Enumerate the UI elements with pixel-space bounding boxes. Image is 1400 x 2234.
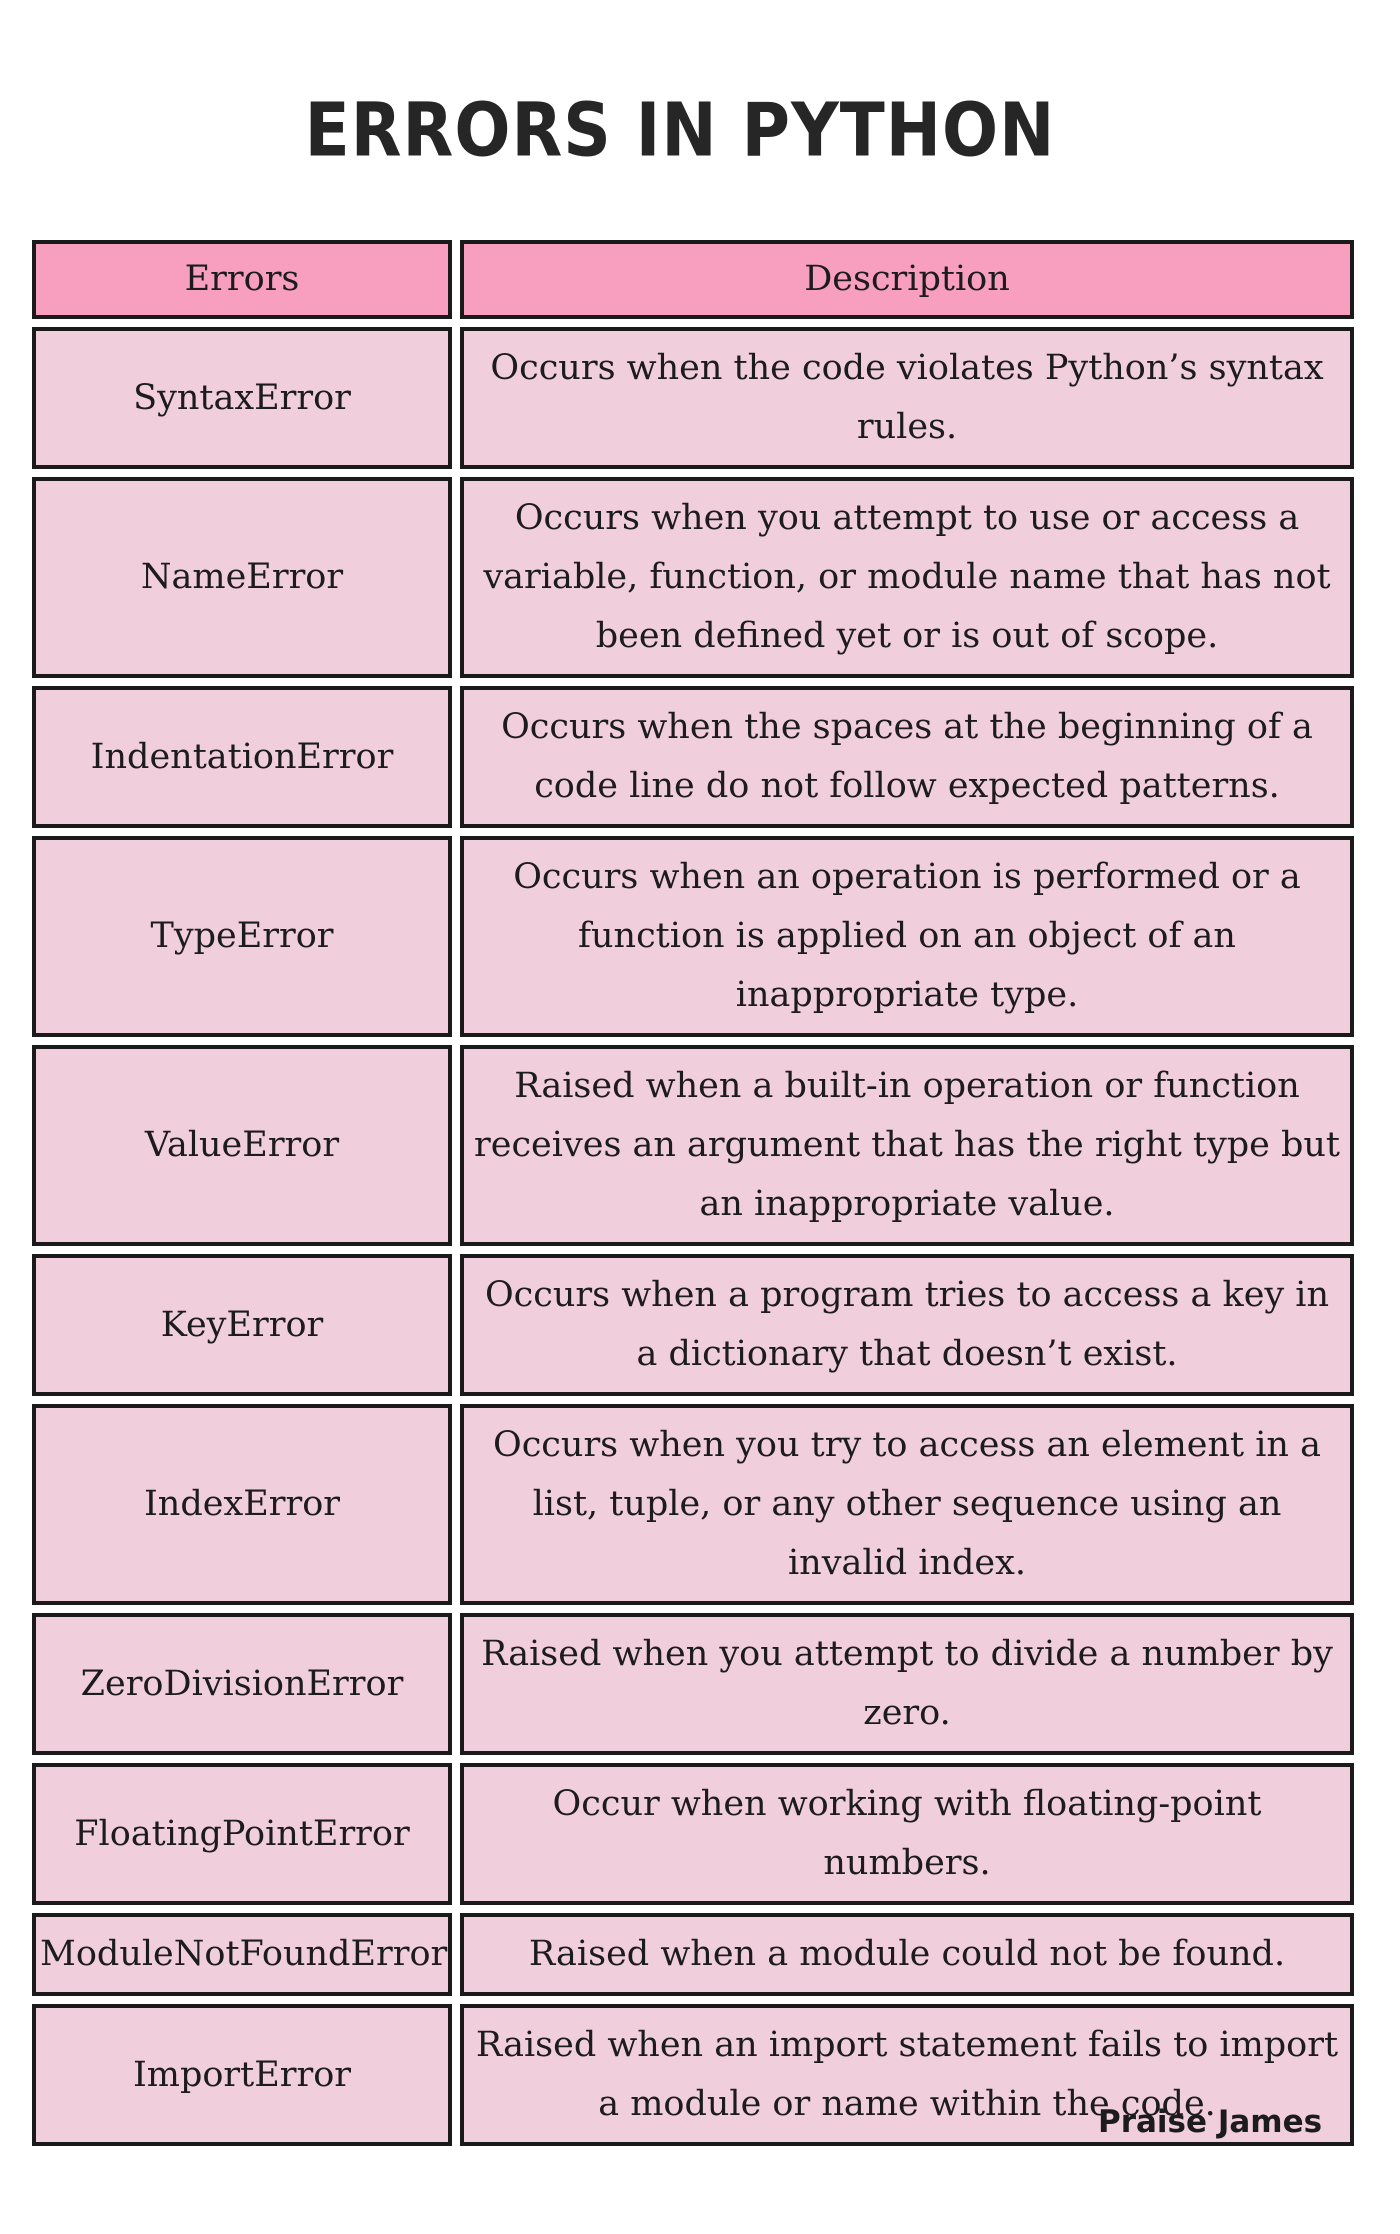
error-description: Occurs when the code violates Python’s syntax rules. <box>460 327 1354 469</box>
header-errors: Errors <box>32 240 452 319</box>
error-description: Occurs when the spaces at the beginning of a code line do not follow expected patterns. <box>460 686 1354 828</box>
table-row <box>32 327 1354 469</box>
table-row <box>32 477 1354 678</box>
table-row <box>32 1913 1354 1996</box>
errors-table <box>24 232 1362 2154</box>
error-name: SyntaxError <box>32 327 452 469</box>
error-name: KeyError <box>32 1254 452 1396</box>
error-description: Raised when a built-in operation or function receives an argument that has the right type but an inappropriate value. <box>460 1045 1354 1246</box>
error-description: Occurs when an operation is performed or a function is applied on an object of an inappropriate type. <box>460 836 1354 1037</box>
error-description: Raised when an import statement fails to import a module or name within the code. <box>460 2004 1354 2146</box>
table-header-row <box>32 240 1354 319</box>
table-row <box>32 1763 1354 1905</box>
author-credit: Praise James <box>1098 2104 1323 2140</box>
header-description: Description <box>460 240 1354 319</box>
page-title: ERRORS IN PYTHON <box>304 87 1056 174</box>
error-name: IndentationError <box>32 686 452 828</box>
error-name: IndexError <box>32 1404 452 1605</box>
error-description: Raised when you attempt to divide a number by zero. <box>460 1613 1354 1755</box>
error-description: Occur when working with floating-point numbers. <box>460 1763 1354 1905</box>
error-name: ValueError <box>32 1045 452 1246</box>
error-description: Occurs when a program tries to access a key in a dictionary that doesn’t exist. <box>460 1254 1354 1396</box>
error-name: FloatingPointError <box>32 1763 452 1905</box>
error-description: Occurs when you attempt to use or access a variable, function, or module name that has not been defined yet or is out of scope. <box>460 477 1354 678</box>
table-row <box>32 1254 1354 1396</box>
table-row <box>32 1045 1354 1246</box>
error-name: TypeError <box>32 836 452 1037</box>
error-name: ImportError <box>32 2004 452 2146</box>
table-row <box>32 836 1354 1037</box>
table-row <box>32 1613 1354 1755</box>
table-row <box>32 1404 1354 1605</box>
error-name: ModuleNotFoundError <box>32 1913 452 1996</box>
table-row <box>32 686 1354 828</box>
error-description: Occurs when you try to access an element in a list, tuple, or any other sequence using an invalid index. <box>460 1404 1354 1605</box>
error-description: Raised when a module could not be found. <box>460 1913 1354 1996</box>
error-name: NameError <box>32 477 452 678</box>
error-name: ZeroDivisionError <box>32 1613 452 1755</box>
